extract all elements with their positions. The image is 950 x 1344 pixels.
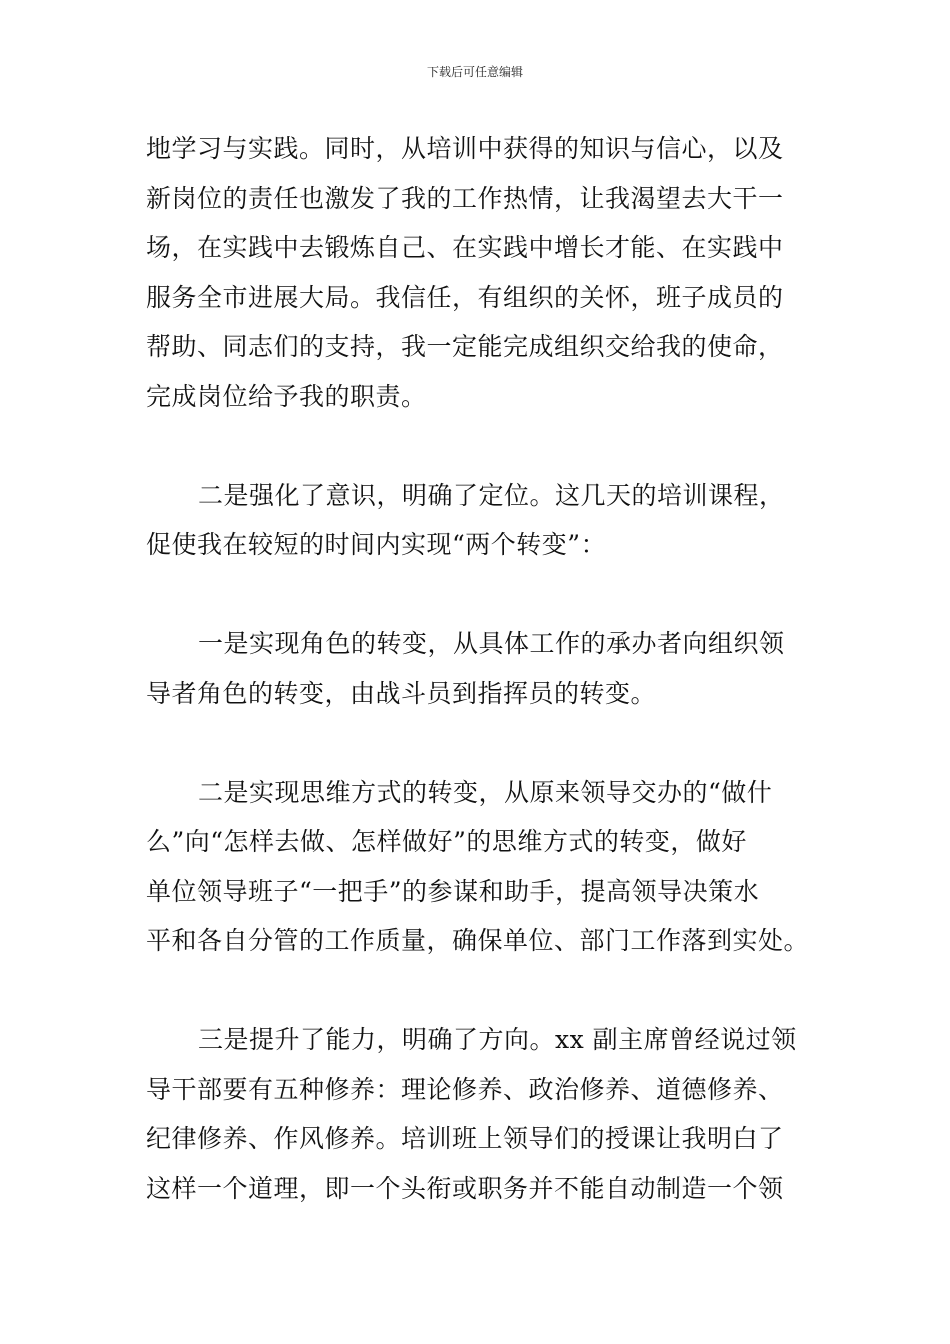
text-line: 促使我在较短的时间内实现“两个转变”： bbox=[146, 530, 607, 559]
text-line: 帮助、同志们的支持，我一定能完成组织交给我的使命， bbox=[146, 332, 784, 361]
text-line: 单位领导班子“一把手”的参谋和助手，提高领导决策水 bbox=[146, 876, 760, 906]
text-line: 新岗位的责任也激发了我的工作热情，让我渴望去大干一 bbox=[146, 183, 784, 213]
text-line: 么”向“怎样去做、怎样做好”的思维方式的转变，做好 bbox=[146, 827, 747, 856]
paragraph-2 bbox=[146, 471, 808, 570]
text-line: 服务全市进展大局。我信任，有组织的关怀，班子成员的 bbox=[146, 282, 784, 312]
page-header-note: 下载后可任意编辑 bbox=[426, 65, 523, 79]
text-line: 二是强化了意识，明确了定位。这几天的培训课程， bbox=[198, 480, 785, 510]
text-line: 场，在实践中去锻炼自己、在实践中增长才能、在实践中 bbox=[146, 233, 784, 262]
paragraph-4 bbox=[146, 768, 808, 966]
paragraph-1 bbox=[146, 124, 808, 421]
document-body bbox=[146, 124, 808, 1213]
text-line: 二是实现思维方式的转变，从原来领导交办的“做什 bbox=[198, 777, 773, 807]
paragraph-3 bbox=[146, 619, 808, 718]
text-line: 完成岗位给予我的职责。 bbox=[146, 381, 427, 411]
text-line: 地学习与实践。同时，从培训中获得的知识与信心，以及 bbox=[146, 134, 784, 163]
paragraph-5 bbox=[146, 1015, 808, 1213]
text-line: 这样一个道理，即一个头衔或职务并不能自动制造一个领 bbox=[146, 1173, 784, 1203]
text-line: 导者角色的转变，由战斗员到指挥员的转变。 bbox=[146, 678, 657, 708]
text-line: 导干部要有五种修养：理论修养、政治修养、道德修养、 bbox=[146, 1074, 784, 1104]
text-line: 纪律修养、作风修养。培训班上领导们的授课让我明白了 bbox=[146, 1124, 784, 1153]
text-line: 平和各自分管的工作质量，确保单位、部门工作落到实处。 bbox=[146, 926, 810, 955]
text-line: 三是提升了能力，明确了方向。xx 副主席曾经说过领 bbox=[198, 1025, 797, 1054]
text-line: 一是实现角色的转变，从具体工作的承办者向组织领 bbox=[198, 629, 785, 658]
